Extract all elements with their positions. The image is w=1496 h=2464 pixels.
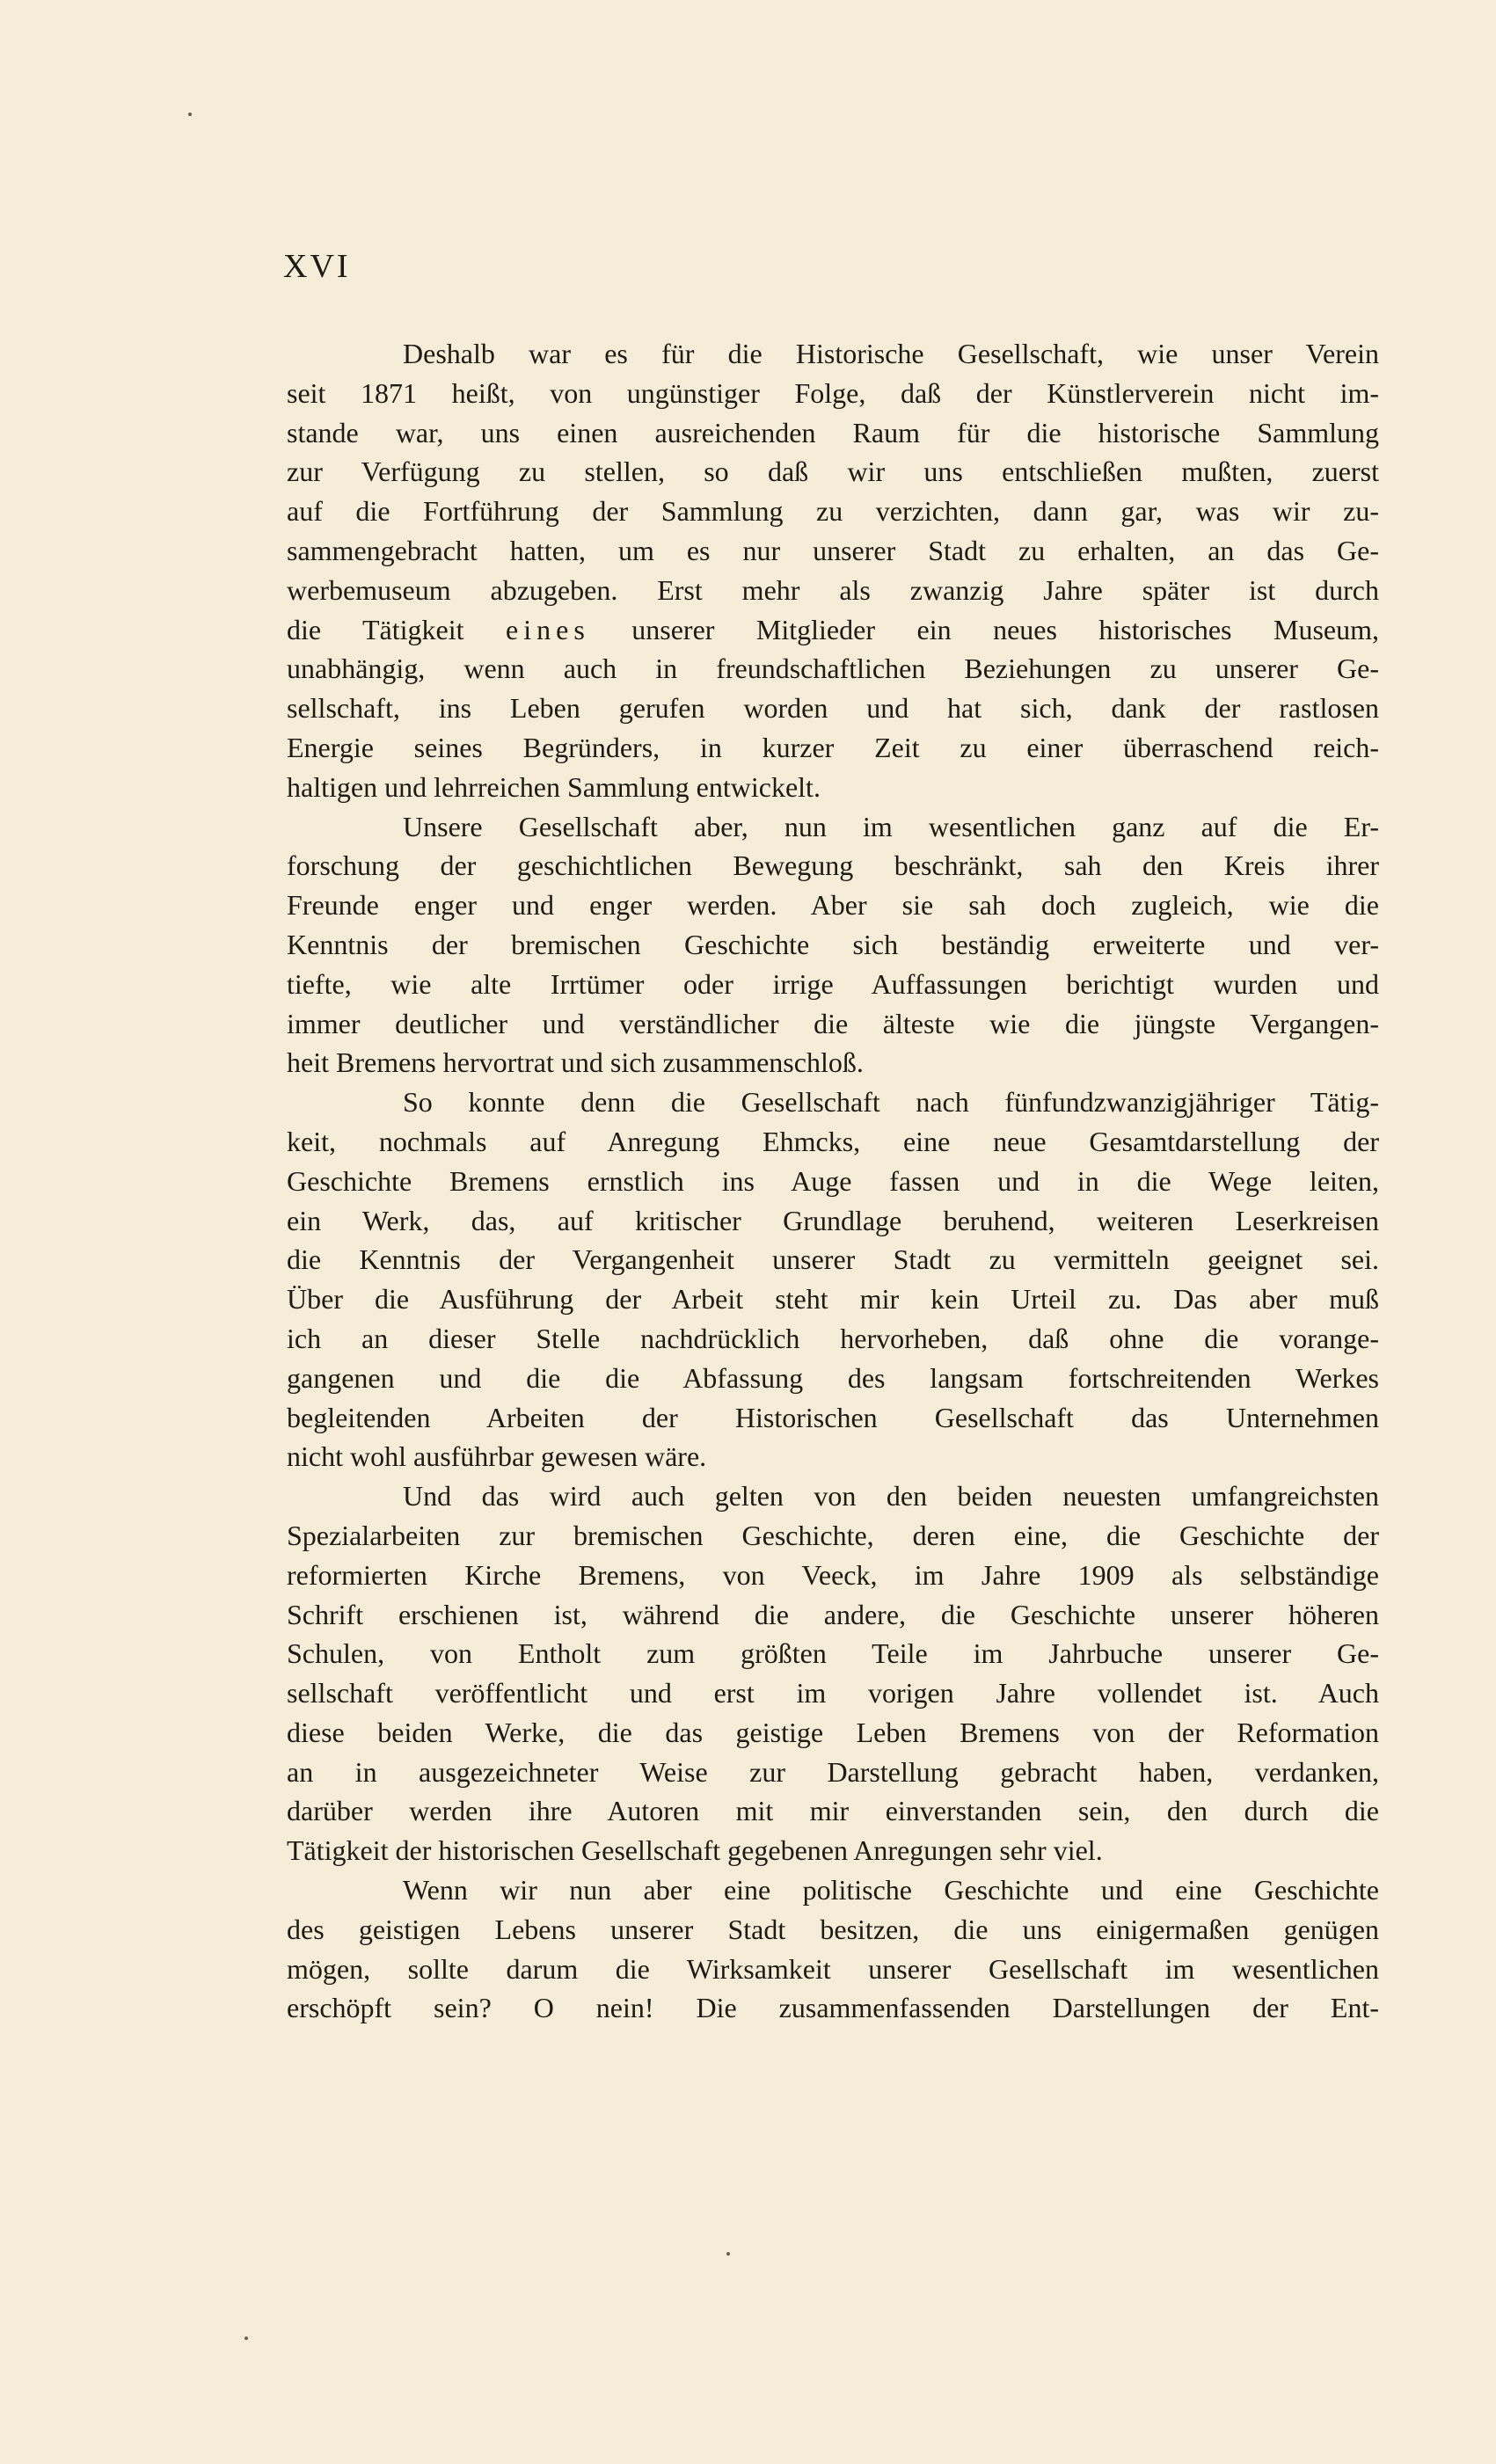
text-line: darüber werden ihre Autoren mit mir einverstanden sein, den durch die [287,1795,1379,1827]
text-line: unabhängig, wenn auch in freundschaftlichen Beziehungen zu unserer Ge- [287,652,1379,685]
text-line: sellschaft, ins Leben gerufen worden und hat sich, dank der rastlosen [287,692,1379,725]
text-line: diese beiden Werke, die das geistige Leben Bremens von der Reformation [287,1716,1379,1748]
text-line: Freunde enger und enger werden. Aber sie sah doch zugleich, wie die [287,889,1379,922]
text-line: tiefte, wie alte Irrtümer oder irrige Auffassungen berichtigt wurden und [287,967,1379,1000]
text-line: stande war, uns einen ausreichenden Raum für die historische Sammlung [287,416,1379,448]
text-line: nicht wohl ausführbar gewesen wäre. [287,1440,707,1473]
text-line: erschöpft sein? O nein! Die zusammenfassenden Darstellungen der Ent- [287,1992,1379,2024]
text-line: gangenen und die die Abfassung des langsam fortschreitenden Werkes [287,1361,1379,1394]
text-line: reformierten Kirche Bremens, von Veeck, im Jahre 1909 als selbständige [287,1558,1379,1591]
text-line: Unsere Gesellschaft aber, nun im wesentlichen ganz auf die Er- [403,810,1379,842]
text-line: heit Bremens hervortrat und sich zusammenschloß. [287,1046,864,1079]
text-line: Über die Ausführung der Arbeit steht mir kein Urteil zu. Das aber muß [287,1283,1379,1316]
page-number: XVI [283,248,351,285]
text-line: zur Verfügung zu stellen, so daß wir uns entschließen mußten, zuerst [287,456,1379,488]
text-line: Schrift erschienen ist, während die andere, die Geschichte unserer höheren [287,1598,1379,1630]
paper-speck [244,2336,248,2340]
text-line: So konnte denn die Gesellschaft nach fünfundzwanzigjähriger Tätig- [403,1086,1379,1119]
text-line: immer deutlicher und verständlicher die älteste wie die jüngste Vergangen- [287,1007,1379,1039]
text-line: Wenn wir nun aber eine politische Geschichte und eine Geschichte [403,1874,1379,1906]
text-line: forschung der geschichtlichen Bewegung beschränkt, sah den Kreis ihrer [287,849,1379,882]
paper-speck [188,113,192,116]
text-line: sellschaft veröffentlicht und erst im vorigen Jahre vollendet ist. Auch [287,1677,1379,1709]
text-line: Und das wird auch gelten von den beiden neuesten umfangreichsten [403,1480,1379,1513]
text-line: ein Werk, das, auf kritischer Grundlage beruhend, weiteren Leserkreisen [287,1204,1379,1236]
text-line: haltigen und lehrreichen Sammlung entwickelt. [287,770,821,803]
text-line: Tätigkeit der historischen Gesellschaft gegebenen Anregungen sehr viel. [287,1834,1103,1867]
text-line [287,610,1379,650]
text-line: Schulen, von Entholt zum größten Teile im Jahrbuche unserer Ge- [287,1637,1379,1670]
text-line: Kenntnis der bremischen Geschichte sich beständig erweiterte und ver- [287,928,1379,960]
text-line: seit 1871 heißt, von ungünstiger Folge, daß der Künstlerverein nicht im- [287,376,1379,409]
text-line: sammengebracht hatten, um es nur unserer Stadt zu erhalten, an das Ge- [287,534,1379,566]
text-line: mögen, sollte darum die Wirksamkeit unserer Gesellschaft im wesentlichen [287,1952,1379,1985]
text-line: die Kenntnis der Vergangenheit unserer Stadt zu vermitteln geeignet sei. [287,1243,1379,1276]
emphasized-word: eines [506,613,590,645]
body-text [287,334,1379,2028]
text-line: auf die Fortführung der Sammlung zu verzichten, dann gar, was wir zu- [287,495,1379,528]
text-line: Energie seines Begründers, in kurzer Zeit zu einer überraschend reich- [287,731,1379,763]
text-line: Geschichte Bremens ernstlich ins Auge fassen und in die Wege leiten, [287,1164,1379,1197]
text-line: keit, nochmals auf Anregung Ehmcks, eine neue Gesamtdarstellung der [287,1125,1379,1157]
paper-speck [726,2252,730,2256]
text-line: an in ausgezeichneter Weise zur Darstellung gebracht haben, verdanken, [287,1755,1379,1788]
text-line: werbemuseum abzugeben. Erst mehr als zwanzig Jahre später ist durch [287,573,1379,606]
text-segment: die Tätigkeit [287,613,507,645]
text-line: begleitenden Arbeiten der Historischen Gesellschaft das Unternehmen [287,1401,1379,1433]
text-line: ich an dieser Stelle nachdrücklich hervorheben, daß ohne die vorange- [287,1322,1379,1354]
text-segment: unserer Mitglieder ein neues historisches Museum, [589,613,1380,645]
text-line: des geistigen Lebens unserer Stadt besitzen, die uns einigermaßen genügen [287,1913,1379,1945]
text-line: Spezialarbeiten zur bremischen Geschichte, deren eine, die Geschichte der [287,1519,1379,1551]
text-line: Deshalb war es für die Historische Gesellschaft, wie unser Verein [403,338,1379,369]
